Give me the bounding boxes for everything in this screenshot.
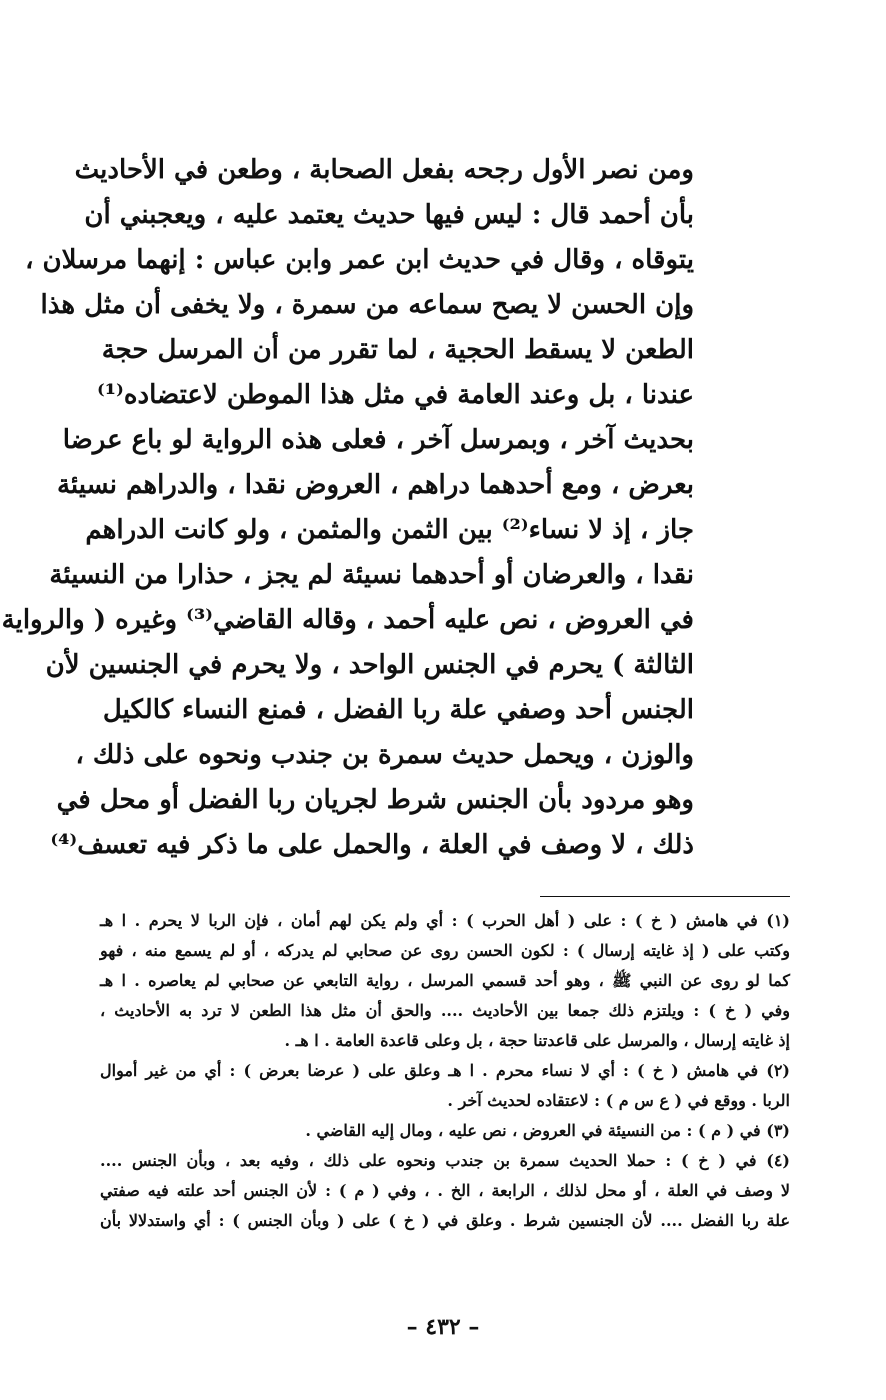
footnote-line: وكتب على ( إذ غايته إرسال ) : لكون الحسن روى عن صحابي لم يدركه ، أو لم يسمع منه ، فهو [100, 941, 790, 960]
footnote-line: وفي ( خ ) : ويلتزم ذلك جمعا بين الأحاديث .... والحق أن مثل هذا الطعن لا ترد به الأحاديث ، [100, 1001, 790, 1020]
text-line: بأن أحمد قال : ليس فيها حديث يعتمد عليه ، ويعجبني أن [84, 200, 694, 230]
footnote-line: كما لو روى عن النبي ﷺ ، وهو أحد قسمي المرسل ، رواية التابعي عن صحابي لم يعاصره . ا هـ [100, 971, 791, 990]
text-line: الطعن لا يسقط الحجية ، لما تقرر من أن المرسل حجة [101, 335, 694, 365]
text-line: في العروض ، نص عليه أحمد ، وقاله القاضي⁽³⁾ وغيره ( والرواية [1, 605, 694, 635]
text-line: عندنا ، بل وعند العامة في مثل هذا الموطن لاعتضاده⁽¹⁾ [97, 380, 694, 410]
footnote-separator [540, 896, 790, 897]
text-line: جاز ، إذ لا نساء⁽²⁾ بين الثمن والمثمن ، ولو كانت الدراهم [85, 515, 694, 545]
text-line: الجنس أحد وصفي علة ربا الفضل ، فمنع النساء كالكيل [102, 695, 694, 725]
page-number: – ٤٣٢ – [406, 1314, 480, 1340]
text-line: نقدا ، والعرضان أو أحدهما نسيئة لم يجز ، حذارا من النسيئة [49, 560, 694, 590]
text-line: الثالثة ) يحرم في الجنس الواحد ، ولا يحرم في الجنسين لأن [45, 650, 694, 680]
text-line: يتوقاه ، وقال في حديث ابن عمر وابن عباس : إنهما مرسلان ، [25, 245, 694, 275]
footnote-line: (٤) في ( خ ) : حملا الحديث سمرة بن جندب ونحوه على ذلك ، وفيه بعد ، وبأن الجنس .... [100, 1151, 790, 1170]
footnote-line: إذ غايته إرسال ، والمرسل على قاعدتنا حجة ، بل وعلى قاعدة العامة . ا هـ . [284, 1031, 790, 1050]
footnote-line: لا وصف في العلة ، أو محل لذلك ، الرابعة ، الخ . ، وفي ( م ) : لأن الجنس أحد علته فيه صفتي [100, 1181, 790, 1200]
footnote-line: (١) في هامش ( خ ) : على ( أهل الحرب ) : أي ولم يكن لهم أمان ، فإن الربا لا يحرم . ا هـ [100, 911, 790, 930]
footnotes [100, 906, 790, 1236]
text-line: والوزن ، ويحمل حديث سمرة بن جندب ونحوه على ذلك ، [75, 740, 694, 770]
main-text [1, 148, 694, 868]
footnote-line: علة ربا الفضل .... لأن الجنسين شرط . وعلق في ( خ ) على ( وبأن الجنس ) : أي واستدلالا بأن [100, 1211, 790, 1230]
footnote-line: (٣) في ( م ) : من النسيئة في العروض ، نص عليه ، ومال إليه القاضي . [305, 1121, 790, 1140]
text-line: ومن نصر الأول رجحه بفعل الصحابة ، وطعن في الأحاديث [74, 155, 694, 185]
text-line: بحديث آخر ، وبمرسل آخر ، فعلى هذه الرواية لو باع عرضا [62, 425, 694, 455]
text-line: بعرض ، ومع أحدهما دراهم ، العروض نقدا ، والدراهم نسيئة [56, 470, 694, 500]
footnote-line: (٢) في هامش ( خ ) : أي لا نساء محرم . ا هـ وعلق على ( عرضا بعرض ) : أي من غير أموال [100, 1061, 790, 1080]
text-line: ذلك ، لا وصف في العلة ، والحمل على ما ذكر فيه تعسف⁽⁴⁾ [50, 830, 694, 860]
text-line: وهو مردود بأن الجنس شرط لجريان ربا الفضل أو محل في [56, 785, 694, 815]
footnote-line: الربا . ووقع في ( ع س م ) : لاعتقاده لحديث آخر . [447, 1091, 790, 1110]
text-line: وإن الحسن لا يصح سماعه من سمرة ، ولا يخفى أن مثل هذا [40, 290, 694, 320]
